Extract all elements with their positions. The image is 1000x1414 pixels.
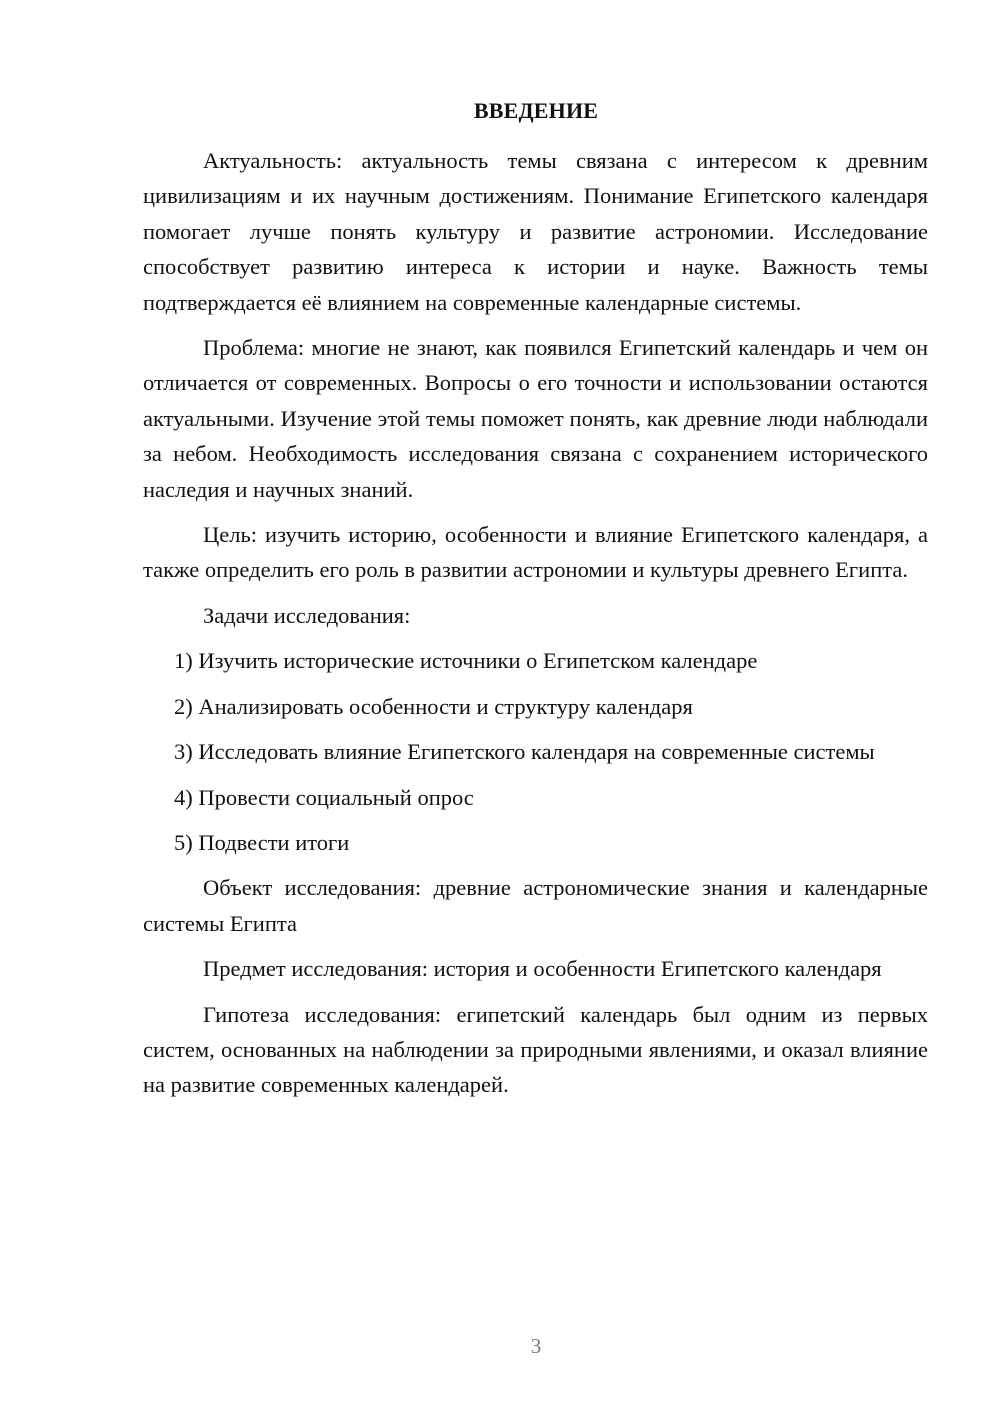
- list-item: 4) Провести социальный опрос: [174, 784, 474, 810]
- page-number: 3: [530, 1334, 542, 1358]
- paragraph-relevance: Актуальность: актуальность темы связана с интересом к древним цивилизациям и их научным достижениям. Понимание Египетского календаря помогает лучше понять культуру и развитие астрономии. Исследование способствует развитию интереса к истории и науке. Важность темы подтверждается её влиянием на современные календарные системы.: [143, 148, 928, 315]
- list-item: 2) Анализировать особенности и структуру календаря: [174, 693, 693, 719]
- list-item: 5) Подвести итоги: [174, 829, 350, 855]
- list-item: 1) Изучить исторические источники о Египетском календаре: [174, 648, 758, 674]
- paragraph-problem: Проблема: многие не знают, как появился Египетский календарь и чем он отличается от современных. Вопросы о его точности и использовании остаются актуальными. Изучение этой темы поможет понять, как древние люди наблюдали за небом. Необходимость исследования связана с сохранением исторического наследия и научных знаний.: [143, 335, 928, 502]
- paragraph-hypothesis: Гипотеза исследования: египетский календарь был одним из первых систем, основанных на наблюдении за природными явлениями, и оказал влияние на развитие современных календарей.: [143, 1001, 928, 1098]
- list-item: 3) Исследовать влияние Египетского календаря на современные системы: [174, 739, 875, 765]
- paragraph-subject: Предмет исследования: история и особенности Египетского календаря: [203, 956, 882, 982]
- document-body: [143, 143, 928, 1113]
- section-title: ВВЕДЕНИЕ: [473, 98, 599, 123]
- paragraph-object: Объект исследования: древние астрономические знания и календарные системы Египта: [143, 875, 928, 936]
- paragraph-tasks-heading: Задачи исследования:: [203, 602, 411, 628]
- paragraph-goal: Цель: изучить историю, особенности и влияние Египетского календаря, а также определить его роль в развитии астрономии и культуры древнего Египта.: [143, 522, 928, 583]
